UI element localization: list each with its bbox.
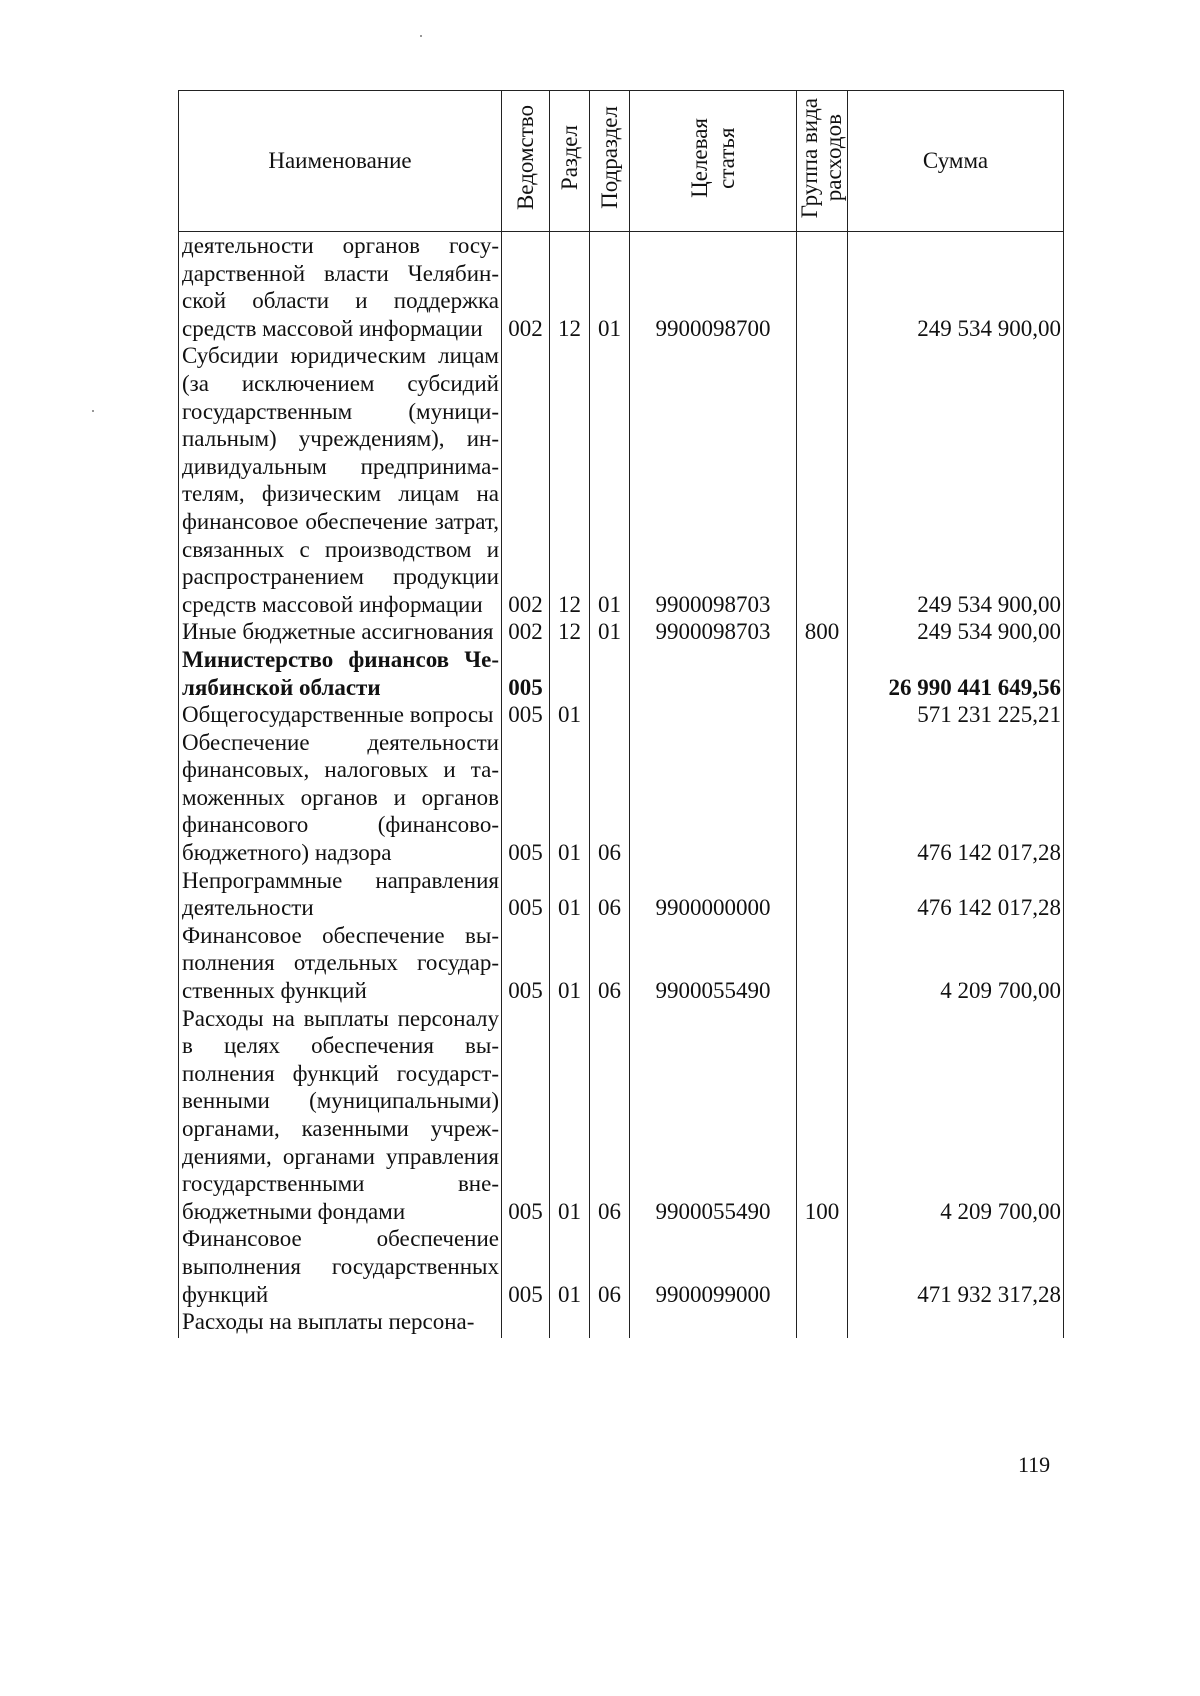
- table-row: [179, 729, 1064, 867]
- row-podrazdel: 01: [590, 232, 630, 343]
- row-gruppa: 100: [797, 1005, 848, 1226]
- row-celevaya: 9900055490: [630, 1005, 797, 1226]
- row-razdel: 12: [550, 618, 590, 646]
- row-vedomstvo: 005: [502, 1005, 550, 1226]
- row-podrazdel: [590, 646, 630, 701]
- header-name: Наименование: [179, 91, 502, 232]
- header-vedomstvo: Ведомство: [502, 91, 550, 232]
- row-celevaya: 9900098700: [630, 232, 797, 343]
- row-name: Обеспечение деятельности финансовых, налоговых и таможенных органов и органов финансового (финансово-бюджетного) надзора: [179, 729, 502, 867]
- row-podrazdel: 06: [590, 1225, 630, 1308]
- header-summa: Сумма: [848, 91, 1064, 232]
- row-name: Иные бюджетные ассигнования: [179, 618, 502, 646]
- row-gruppa: [797, 922, 848, 1005]
- scan-speck: [420, 35, 422, 37]
- table-row: [179, 232, 1064, 343]
- row-vedomstvo: 002: [502, 232, 550, 343]
- page-number: 119: [1018, 1452, 1051, 1477]
- row-vedomstvo: 005: [502, 729, 550, 867]
- row-podrazdel: 01: [590, 342, 630, 618]
- row-razdel: 12: [550, 342, 590, 618]
- row-razdel: 01: [550, 922, 590, 1005]
- row-vedomstvo: 005: [502, 922, 550, 1005]
- row-razdel: [550, 646, 590, 701]
- row-podrazdel: 06: [590, 729, 630, 867]
- row-summa: 571 231 225,21: [848, 701, 1064, 729]
- table-row: [179, 867, 1064, 922]
- row-summa: 4 209 700,00: [848, 1005, 1064, 1226]
- row-name: Расходы на выплаты персоналу в целях обеспечения выполнения функций государственными (муниципальными) органами, казенными учреждениями, органами управления государственными внебюджетными фондами: [179, 1005, 502, 1226]
- row-vedomstvo: 005: [502, 646, 550, 701]
- row-celevaya: [630, 646, 797, 701]
- row-gruppa: [797, 867, 848, 922]
- header-gruppa-vida-raskhodov: Группа вида расходов: [797, 91, 848, 232]
- budget-table: [178, 90, 1064, 1338]
- row-vedomstvo: [502, 1308, 550, 1338]
- table-row: [179, 618, 1064, 646]
- table-row: [179, 646, 1064, 701]
- row-celevaya: [630, 729, 797, 867]
- row-celevaya: [630, 701, 797, 729]
- scan-speck: [92, 410, 94, 412]
- row-gruppa: [797, 1225, 848, 1308]
- row-razdel: 01: [550, 729, 590, 867]
- row-razdel: 01: [550, 867, 590, 922]
- row-celevaya: 9900098703: [630, 618, 797, 646]
- row-summa: 476 142 017,28: [848, 867, 1064, 922]
- row-name: Финансовое обеспечение выполнения отдельных государственных функций: [179, 922, 502, 1005]
- row-gruppa: [797, 1308, 848, 1338]
- table-row: [179, 1005, 1064, 1226]
- row-gruppa: [797, 729, 848, 867]
- row-podrazdel: 06: [590, 1005, 630, 1226]
- row-name: Расходы на выплаты персона-: [179, 1308, 502, 1338]
- row-summa: 249 534 900,00: [848, 342, 1064, 618]
- row-name: Министерство финансов Челябинской области: [179, 646, 502, 701]
- row-razdel: 01: [550, 1225, 590, 1308]
- row-gruppa: [797, 342, 848, 618]
- row-summa: 249 534 900,00: [848, 618, 1064, 646]
- row-celevaya: 9900055490: [630, 922, 797, 1005]
- row-gruppa: [797, 646, 848, 701]
- row-podrazdel: 06: [590, 922, 630, 1005]
- row-vedomstvo: 005: [502, 867, 550, 922]
- row-summa: [848, 1308, 1064, 1338]
- table-row: [179, 701, 1064, 729]
- table-row: [179, 1308, 1064, 1338]
- row-gruppa: [797, 701, 848, 729]
- row-name: Субсидии юридическим лицам (за исключением субсидий государственным (муниципальным) учреждениям), индивидуальным предпринимателям, физическим лицам на финансовое обеспечение затрат, связанных с производством и распространением продукции средств массовой информации: [179, 342, 502, 618]
- row-gruppa: [797, 232, 848, 343]
- row-name: Непрограммные направления деятельности: [179, 867, 502, 922]
- table-row: [179, 1225, 1064, 1308]
- header-celevaya-statya: Целевая статья: [630, 91, 797, 232]
- row-celevaya: 9900000000: [630, 867, 797, 922]
- row-podrazdel: [590, 1308, 630, 1338]
- table-row: [179, 342, 1064, 618]
- table-header-row: [179, 91, 1064, 232]
- row-vedomstvo: 005: [502, 701, 550, 729]
- row-podrazdel: 01: [590, 618, 630, 646]
- table-row: [179, 922, 1064, 1005]
- row-name: Общегосударственные вопросы: [179, 701, 502, 729]
- row-celevaya: 9900099000: [630, 1225, 797, 1308]
- header-podrazdel: Подраздел: [590, 91, 630, 232]
- header-razdel: Раздел: [550, 91, 590, 232]
- row-celevaya: [630, 1308, 797, 1338]
- row-podrazdel: 06: [590, 867, 630, 922]
- row-name: деятельности органов государственной власти Челябинской области и поддержка средств массовой информации: [179, 232, 502, 343]
- row-summa: 249 534 900,00: [848, 232, 1064, 343]
- row-name: Финансовое обеспечение выполнения государственных функций: [179, 1225, 502, 1308]
- row-summa: 26 990 441 649,56: [848, 646, 1064, 701]
- row-podrazdel: [590, 701, 630, 729]
- row-summa: 471 932 317,28: [848, 1225, 1064, 1308]
- row-vedomstvo: 005: [502, 1225, 550, 1308]
- row-vedomstvo: 002: [502, 342, 550, 618]
- row-summa: 476 142 017,28: [848, 729, 1064, 867]
- row-vedomstvo: 002: [502, 618, 550, 646]
- row-celevaya: 9900098703: [630, 342, 797, 618]
- row-razdel: [550, 1308, 590, 1338]
- row-razdel: 01: [550, 1005, 590, 1226]
- row-razdel: 01: [550, 701, 590, 729]
- row-razdel: 12: [550, 232, 590, 343]
- row-gruppa: 800: [797, 618, 848, 646]
- row-summa: 4 209 700,00: [848, 922, 1064, 1005]
